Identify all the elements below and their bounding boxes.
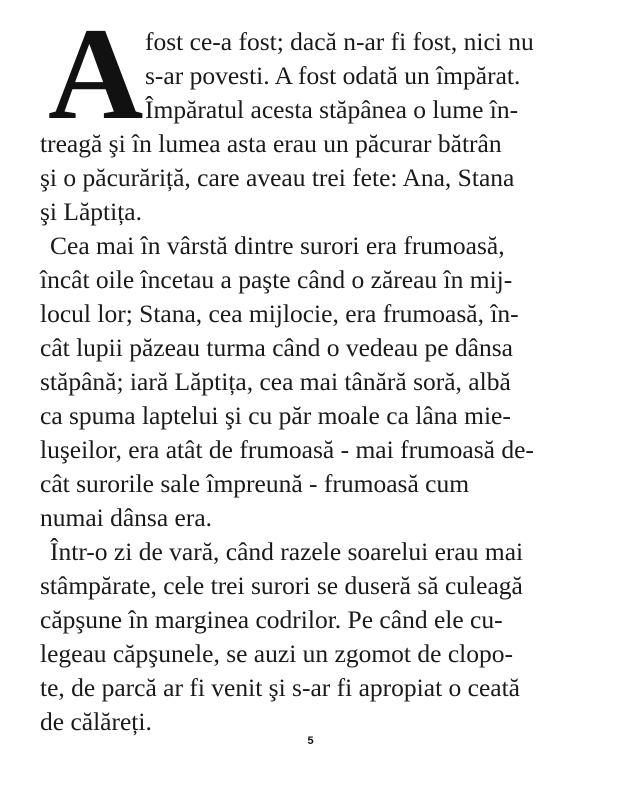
- paragraph-3-line-6: de călăreți.: [40, 707, 152, 736]
- paragraph-1-line-2: s-ar povesti. A fost odată un împărat.: [145, 61, 521, 90]
- paragraph-2-line-7: luşeilor, era atât de frumoasă - mai frumoasă de-: [40, 435, 534, 464]
- paragraph-2-line-5: stăpână; iară Lăptița, cea mai tânără soră, albă: [40, 367, 511, 396]
- paragraph-2-line-4: cât lupii păzeau turma când o vedeau pe dânsa: [40, 333, 513, 362]
- paragraph-3-line-5: te, de parcă ar fi venit şi s-ar fi apropiat o ceată: [40, 673, 521, 702]
- paragraph-3-line-4: legeau căpşunele, se auzi un zgomot de clopo-: [40, 639, 513, 668]
- paragraph-3-line-1: Într-o zi de vară, când razele soarelui erau mai: [50, 537, 524, 566]
- paragraph-1-line-5: şi o păcurăriță, care aveau trei fete: Ana, Stana: [40, 163, 515, 192]
- paragraph-2-line-1: Cea mai în vârstă dintre surori era frumoasă,: [50, 231, 505, 260]
- page-number: 5: [307, 735, 314, 747]
- paragraph-1-line-4: treagă şi în lumea asta erau un păcurar bătrân: [40, 129, 502, 158]
- paragraph-3-line-2: stâmpărate, cele trei surori se duseră să culeagă: [40, 571, 523, 600]
- paragraph-1-line-1: fost ce-a fost; dacă n-ar fi fost, nici nu: [145, 27, 534, 56]
- paragraph-2-line-9: numai dânsa era.: [40, 503, 213, 532]
- paragraph-1-line-3: Împăratul acesta stăpânea o lume în-: [145, 95, 519, 124]
- drop-cap: A: [48, 0, 144, 147]
- paragraph-2-line-8: cât surorile sale împreună - frumoasă cum: [40, 469, 470, 498]
- paragraph-2-line-3: locul lor; Stana, cea mijlocie, era frumoasă, în-: [40, 299, 519, 328]
- paragraph-3-line-3: căpşune în marginea codrilor. Pe când ele cu-: [40, 605, 503, 634]
- paragraph-2-line-6: ca spuma laptelui şi cu păr moale ca lâna mie-: [40, 401, 511, 430]
- paragraph-1-line-6: şi Lăptița.: [40, 197, 142, 226]
- paragraph-2-line-2: încât oile încetau a paşte când o zăreau în mij-: [40, 265, 513, 294]
